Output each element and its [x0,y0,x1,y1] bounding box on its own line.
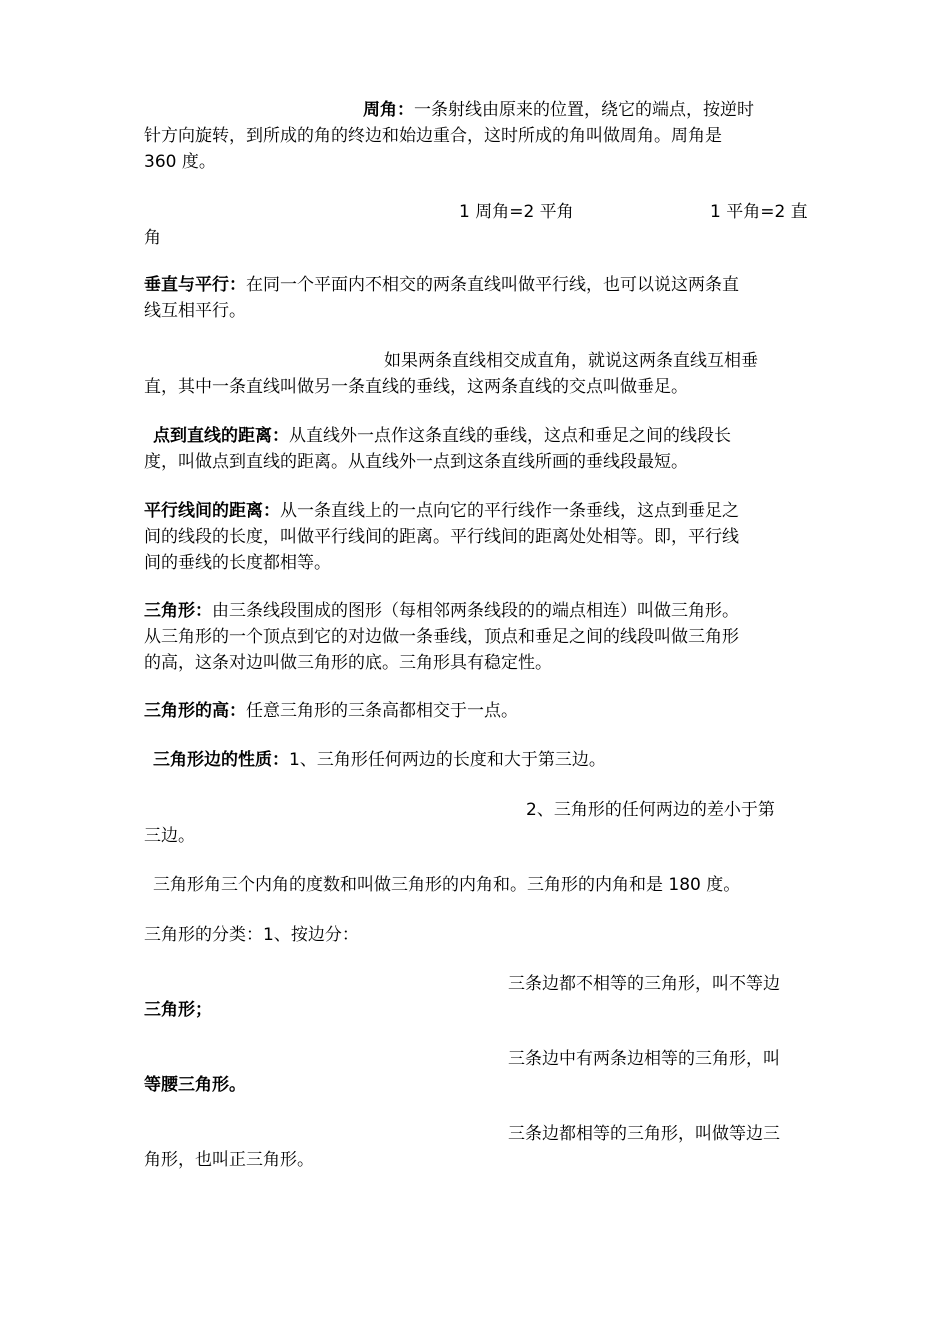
fenlei-scalene-term: 三角形； [144,1000,212,1020]
pingxing-text-1: 从一条直线上的一点向它的平行线作一条垂线，这点到垂足之 [280,501,739,521]
fenlei-isosceles-term: 等腰三角形。 [144,1075,246,1095]
fenlei-equilateral-term: 角形，也叫正三角形。 [144,1150,314,1170]
chuizhi-text-2: 线互相平行。 [144,301,246,321]
gao-colon: ： [229,701,246,721]
chuizhi-text-3: 如果两条直线相交成直角，就说这两条直线互相垂 [384,351,758,371]
pingxing-text-2: 间的线段的长度，叫做平行线间的距离。平行线间的距离处处相等。即，平行线 [144,527,739,547]
pingxing-colon: ： [263,501,280,521]
dian-text-2: 度，叫做点到直线的距离。从直线外一点到这条直线所画的垂线段最短。 [144,452,688,472]
zhoujiao-text-3: 360 度。 [144,152,216,172]
zhoujiao-colon: ： [397,100,414,120]
gao-text-1: 任意三角形的三条高都相交于一点。 [246,701,518,721]
zhoujiao-line-1 [363,98,754,122]
gao-line-1 [144,699,518,723]
fenlei-scalene-text: 三条边都不相等的三角形，叫不等边 [508,974,780,994]
pingxing-text-3: 间的垂线的长度都相等。 [144,553,331,573]
sanjiao-text-3: 的高，这条对边叫做三角形的底。三角形具有稳定性。 [144,653,552,673]
pingxing-line-1 [144,499,739,523]
bian-text-2: 2、三角形的任何两边的差小于第 [526,800,775,820]
dian-colon: ： [272,426,289,446]
bian-colon: ： [272,750,289,770]
zhoujiao-text-1: 一条射线由原来的位置，绕它的端点，按逆时 [414,100,754,120]
zhoujiao-text-2: 针方向旋转，到所成的角的终边和始边重合，这时所成的角叫做周角。周角是 [144,126,722,146]
bian-text-1: 1、三角形任何两边的长度和大于第三边。 [289,750,606,770]
gao-term: 三角形的高 [144,701,229,721]
relation-ping-zhi-cont: 角 [144,228,161,248]
fenlei-heading: 三角形的分类：1、按边分： [144,925,359,945]
chuizhi-line-1 [144,273,739,297]
pingxing-term: 平行线间的距离 [144,501,263,521]
sanjiao-text-2: 从三角形的一个顶点到它的对边做一条垂线，顶点和垂足之间的线段叫做三角形 [144,627,739,647]
neijiao-text: 三角形角三个内角的度数和叫做三角形的内角和。三角形的内角和是 180 度。 [153,875,741,895]
dian-term: 点到直线的距离 [153,426,272,446]
sanjiao-text-1: 由三条线段围成的图形（每相邻两条线段的的端点相连）叫做三角形。 [212,601,739,621]
chuizhi-text-1: 在同一个平面内不相交的两条直线叫做平行线，也可以说这两条直 [246,275,739,295]
fenlei-isosceles-text: 三条边中有两条边相等的三角形，叫 [508,1049,780,1069]
zhoujiao-term: 周角 [363,100,397,120]
relation-ping-zhi: 1 平角=2 直 [710,202,808,222]
dian-text-1: 从直线外一点作这条直线的垂线，这点和垂足之间的线段长 [289,426,731,446]
chuizhi-text-4: 直，其中一条直线叫做另一条直线的垂线，这两条直线的交点叫做垂足。 [144,377,688,397]
dian-line-1 [153,424,731,448]
chuizhi-term: 垂直与平行 [144,275,229,295]
sanjiao-colon: ： [195,601,212,621]
chuizhi-colon: ： [229,275,246,295]
bian-text-3: 三边。 [144,826,195,846]
sanjiao-line-1 [144,599,739,623]
bian-term: 三角形边的性质 [153,750,272,770]
bian-line-1 [153,748,606,772]
fenlei-equilateral-text: 三条边都相等的三角形，叫做等边三 [508,1124,780,1144]
sanjiao-term: 三角形 [144,601,195,621]
relation-zhou-ping: 1 周角=2 平角 [459,202,574,222]
